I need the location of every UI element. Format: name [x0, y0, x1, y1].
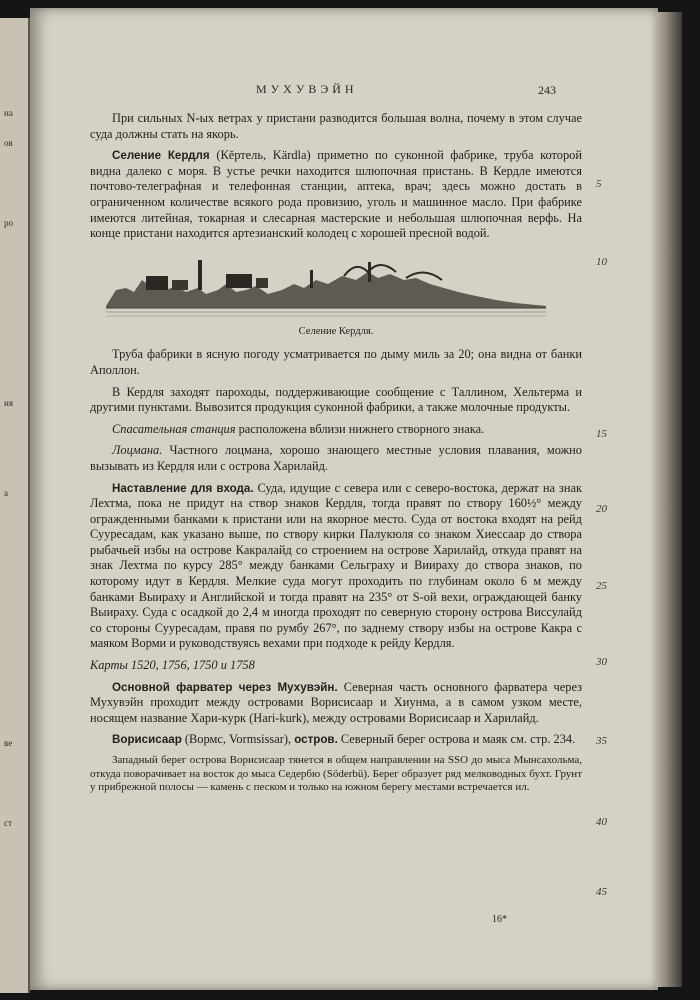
main-text: [90, 111, 582, 801]
running-head: МУХУВЭЙН: [256, 82, 358, 96]
paragraph-text: Труба фабрики в ясную погоду усматривается по дыму миль за 20; она видна от банки Аполлон.: [90, 347, 582, 377]
coastline-sketch: [106, 250, 546, 322]
paragraph-text: Северная часть основного фарватера через Мухувэйн проходит между островами Ворисисаар и Хиунма, а в самом узком месте, носящем название Хари-курк (Hari-kurk), между островами Ворисисаар и Харилайд.: [90, 679, 582, 725]
signature-mark: 16*: [492, 914, 507, 925]
page-number: 243: [538, 83, 556, 97]
paragraph: [90, 481, 582, 653]
paragraph: [90, 732, 582, 748]
paragraph-text: Частного лоцмана, хорошо знающего местные условия плавания, можно вызывать из Кердля или с острова Харилайд.: [90, 443, 582, 473]
line-number: 40: [596, 816, 607, 828]
illustration-caption: Селение Кердля.: [298, 325, 374, 337]
book-page: [30, 8, 658, 990]
paragraph-text: В Кердля заходят пароходы, поддерживающие сообщение с Таллином, Хельтерма и другими пунктами. Вывозится продукция суконной фабрики, а также молочные продукты.: [90, 384, 582, 415]
paragraph: [90, 443, 582, 474]
section-lead: остров.: [294, 733, 338, 747]
line-number: 10: [596, 256, 607, 268]
line-number: 20: [596, 503, 607, 515]
line-number: 35: [596, 735, 607, 747]
paragraph-text: Западный берег острова Ворисисаар тянется в общем направлении на SSO до мыса Мынсахольма, откуда поворачивает на восток до мыса Седербю (Söderbü). Берег образует ряд мелководных бухт. Грунт у прибрежной полосы — камень с песком и только на южном берегу местами встречается ил.: [90, 754, 582, 794]
paragraph-text: (Вормс, Vormsissar),: [181, 732, 295, 747]
village-illustration: [90, 250, 582, 324]
section-lead: Лоцмана.: [112, 443, 163, 458]
left-page-fragment: ст: [4, 818, 12, 828]
paragraph-text: расположена вблизи нижнего створного знака.: [235, 421, 485, 436]
paragraph: [90, 148, 582, 242]
section-lead: Ворисисаар: [112, 733, 182, 747]
section-lead: Селение Кердля: [112, 149, 210, 163]
left-page-fragment: на: [4, 108, 13, 118]
paragraph: [90, 680, 582, 727]
paragraph-text: Суда, идущие с севера или с северо-востока, держат на знак Лехтма, пока не придут на створ знаков Кердля, тогда правят по створу 160½° между огражденными банками к пристани или на якорное место. Суда от востока входят на рейд Сууресадам, как указано выше, по створу кирки Палукюля со знаком Хиессаар до створа рыбачьей избы на острове Какралайд со строением на острове Харилайд, откуда правят на знак Лехтма по курсу 285° между банками Сельграху и Виираху до створа знаков, по которому идут в Кердля. Мелкие суда могут проходить по глубинам около 6 м между банками Выираху и Английской и тогда правят на 235° от S-ой вехи, ограждающей банку Выираху. Суда с осадкой до 2,4 м иногда проходят по северную сторону острова Виссулайд со стороны Сууресадам, правя по румбу 267°, по заднему створу избы на острове Какра с маяком Ворми и руководствуясь вехами при подходе к рейду Кердля.: [90, 480, 582, 651]
paragraph: [90, 385, 582, 416]
page-stack-edge: [656, 12, 682, 987]
section-lead: Наставление для входа.: [112, 481, 254, 495]
paragraph: [90, 347, 582, 378]
line-number: 30: [596, 656, 607, 668]
left-page-fragment: ов: [4, 138, 13, 148]
paragraph: [90, 754, 582, 795]
line-number: 15: [596, 428, 607, 440]
left-page-edge: [0, 18, 30, 993]
section-lead: Основной фарватер через Мухувэйн.: [112, 680, 338, 694]
left-page-fragment: ве: [4, 738, 13, 748]
left-page-fragment: ия: [4, 398, 13, 408]
line-number: 5: [596, 178, 602, 190]
paragraph: [90, 111, 582, 142]
left-page-fragment: ро: [4, 218, 13, 228]
section-lead: Спасательная станция: [112, 421, 236, 436]
line-number: 25: [596, 580, 607, 592]
paragraph-text: При сильных N-ых ветрах у пристани разводится большая волна, почему в этом случае суда должны стать на якорь.: [90, 111, 582, 141]
left-page-fragment: а: [4, 488, 8, 498]
charts-reference: Карты 1520, 1756, 1750 и 1758: [90, 658, 255, 673]
paragraph-text: Северный берег острова и маяк см. стр. 234.: [337, 732, 576, 747]
paragraph-text: (Кěртель, Kärdla) приметно по суконной фабрике, труба которой видна далеко с моря. В устье речки находится шлюпочная пристань. В Кердле имеются почтово-телеграфная и телефонная станции, аптека, врач; здесь можно достать в ограниченном количестве всякого рода провизию, уголь и машинное масло. При фабрике имеются литейная, токарная и слесарная мастерские и небольшая шлюпочная верфь. На конце пристани находится артезианский колодец с хорошей пресной водой.: [90, 148, 583, 241]
line-number: 45: [596, 886, 607, 898]
paragraph: [90, 422, 582, 438]
